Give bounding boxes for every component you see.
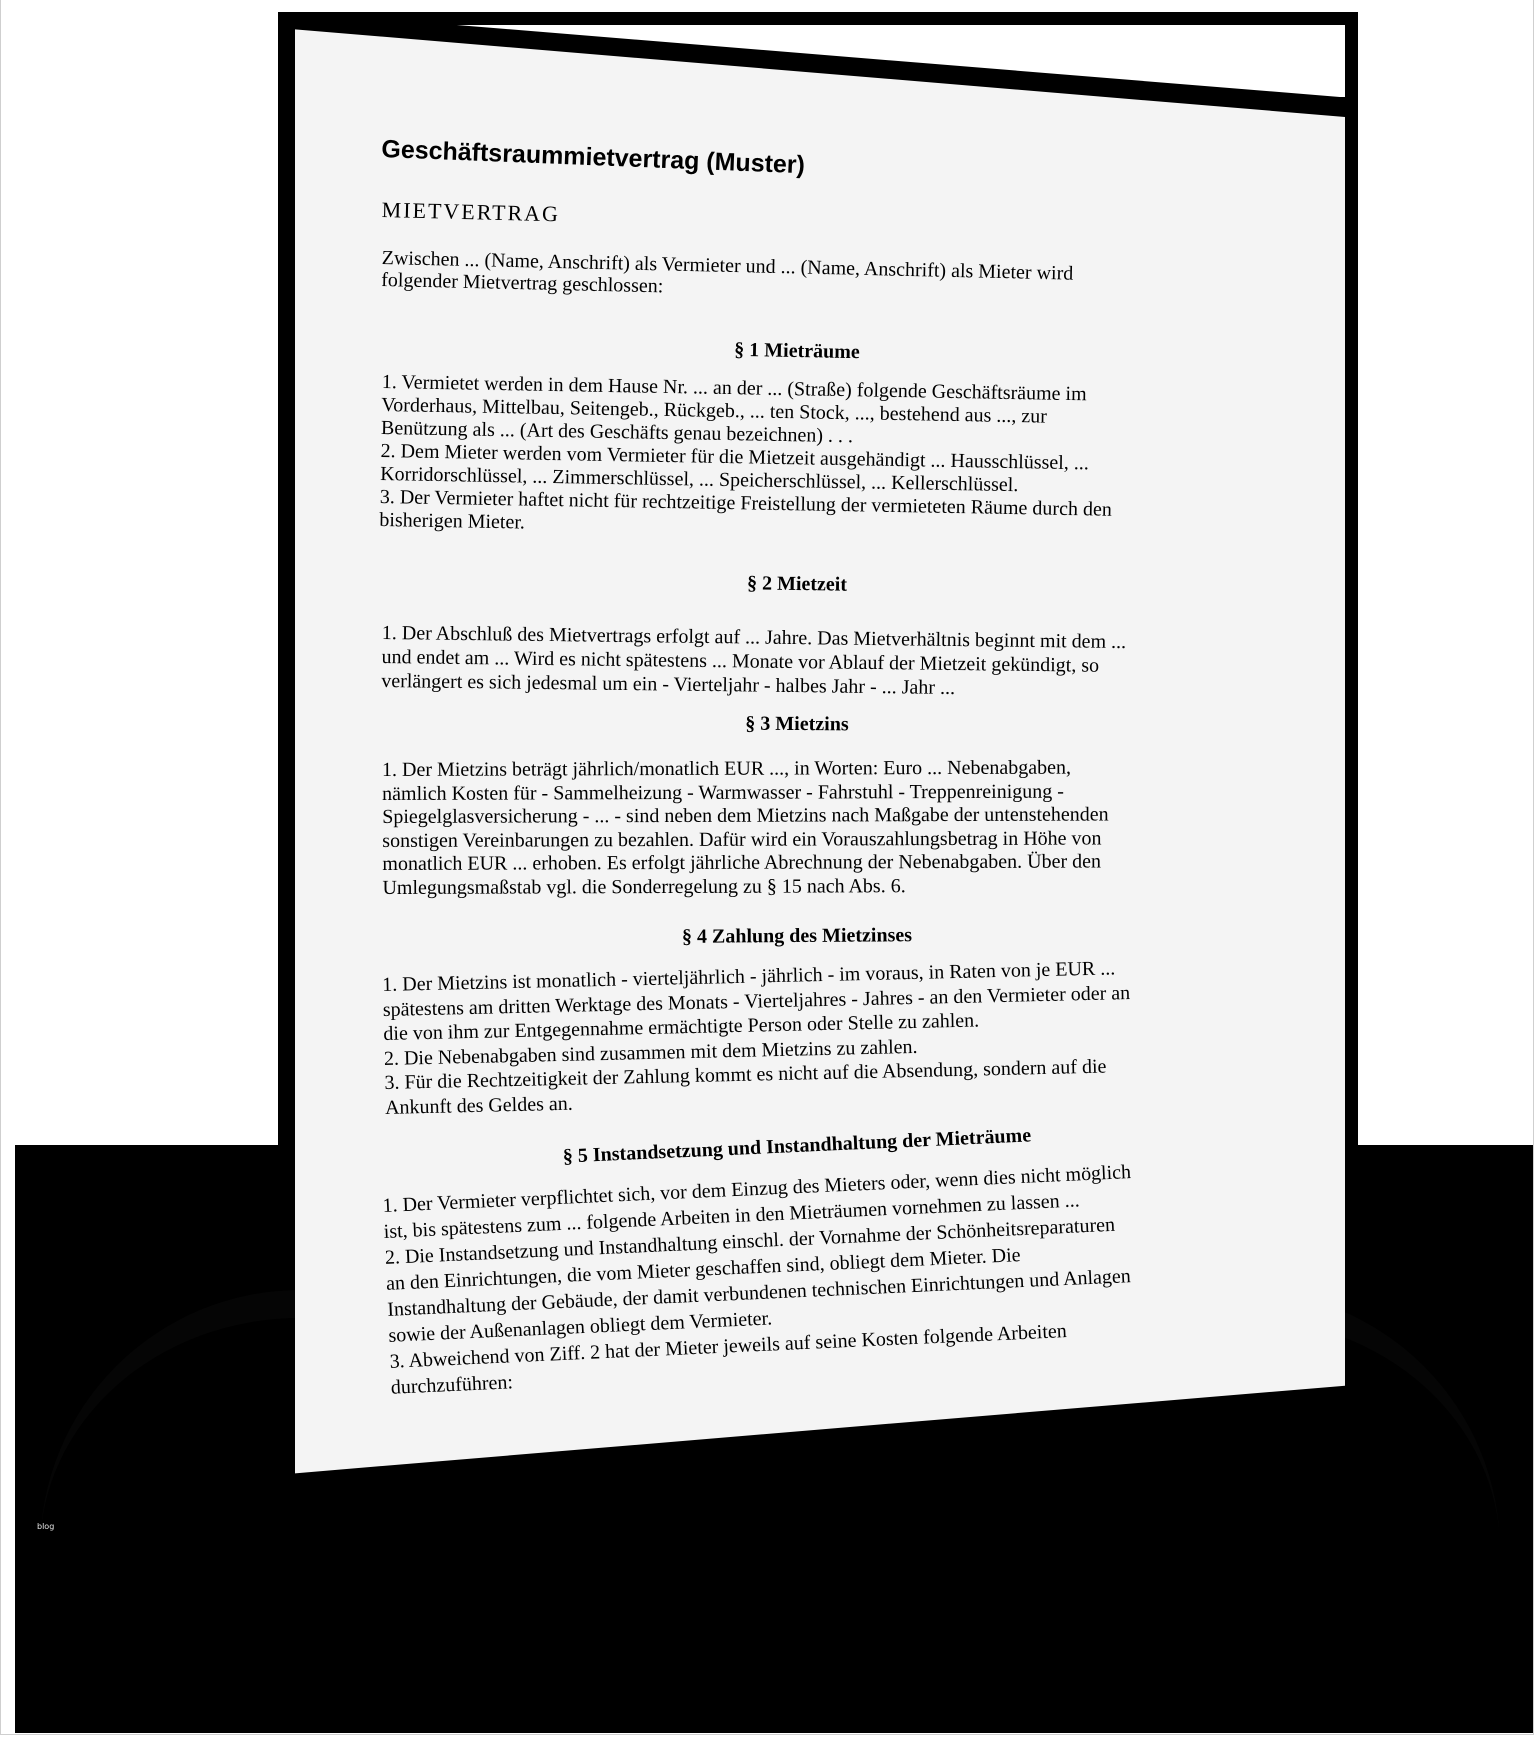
- image-border-left: [0, 0, 1, 1735]
- intro-paragraph: Zwischen ... (Name, Anschrift) als Vermieter und ... (Name, Anschrift) als Mieter wird folgender Mietvertrag geschlossen:: [381, 247, 1074, 298]
- section-text-3: 1. Der Mietzins beträgt jährlich/monatlich EUR ..., in Worten: Euro ... Nebenabgaben, nämlich Kosten für - Sammelheizung - Warmwasser - Fahrstuhl - Treppenreinigung - Spiegelglasversicherung - ... - sind neben dem Mietzins nach Maßgabe der untenstehenden sonstigen Vereinbarungen zu bezahlen. Dafür wird ein Vorauszahlungsbetrag in Höhe von monatlich EUR ... erhoben. Es erfolgt jährliche Abrechnung der Nebenabgaben. Über den Umlegungsmaßstab vgl. die Sonderregelung zu § 15 nach Abs. 6.: [382, 756, 1109, 899]
- watermark-text: blog: [37, 1522, 55, 1531]
- document-title: Geschäftsraummietvertrag (Muster): [380, 135, 806, 180]
- section-heading-4: § 4 Zahlung des Mietzinses: [681, 924, 913, 948]
- section-heading-3: § 3 Mietzins: [745, 712, 849, 736]
- section-heading-2: § 2 Mietzeit: [746, 572, 848, 596]
- section-heading-1: § 1 Mieträume: [734, 338, 860, 364]
- document-subtitle: MIETVERTRAG: [381, 197, 561, 227]
- section-text-2: 1. Der Abschluß des Mietvertrags erfolgt auf ... Jahre. Das Mietverhältnis beginnt mit dem ... und endet am ... Wird es nicht spätestens ... Monate vor Ablauf der Mietzeit gekündigt, so verlängert es sich jedesmal um ein - Vierteljahr - halbes Jahr - ... Jahr ...: [381, 621, 1127, 700]
- section-text-1: 1. Vermietet werden in dem Hause Nr. ... an der ... (Straße) folgende Geschäftsräume im Vorderhaus, Mittelbau, Seitengeb., Rückgeb., ... ten Stock, ..., bestehend aus ..., zur Benützung als ... (Art des Geschäfts genau bezeichnen) . . . 2. Dem Mieter werden vom Vermieter für die Mietzeit ausgehändigt ... Hausschlüssel, ... Korridorschlüssel, ... Zimmerschlüssel, ... Speicherschlüssel, ... Kellerschlüssel. 3. Der Vermieter haftet nicht für rechtzeitige Freistellung der vermieteten Räume durch den bisherigen Mieter.: [379, 371, 1113, 534]
- section-text-5: 1. Der Vermieter verpflichtet sich, vor dem Einzug des Mieters oder, wenn dies nicht möglich ist, bis spätestens zum ... folgende Arbeiten in den Mieträumen vornehmen zu lassen ... 2. Die Instandsetzung und Instandhaltung einschl. der Vornahme der Schönheitsreparaturen an den Einrichtungen, die vom Mieter geschaffen sind, obliegt dem Mieter. Die Instandhaltung der Gebäude, der damit verbundenen technischen Einrichtungen und Anlagen sowie der Außenanlagen obliegt dem Vermieter. 3. Abweichend von Ziff. 2 hat der Mieter jeweils auf seine Kosten folgende Arbeiten durchzuführen:: [382, 1161, 1132, 1399]
- section-text-4: 1. Der Mietzins ist monatlich - vierteljährlich - jährlich - im voraus, in Raten von je EUR ... spätestens am dritten Werktage des Monats - Vierteljahres - Jahres - an den Vermieter oder an die von ihm zur Entgegennahme ermächtigte Person oder Stelle zu zahlen. 2. Die Nebenabgaben sind zusammen mit dem Mietzins zu zahlen. 3. Für die Rechtzeitigkeit der Zahlung kommt es nicht auf die Absendung, sondern auf die Ankunft des Geldes an.: [382, 957, 1131, 1119]
- section-heading-5: § 5 Instandsetzung und Instandhaltung der Mieträume: [562, 1124, 1032, 1168]
